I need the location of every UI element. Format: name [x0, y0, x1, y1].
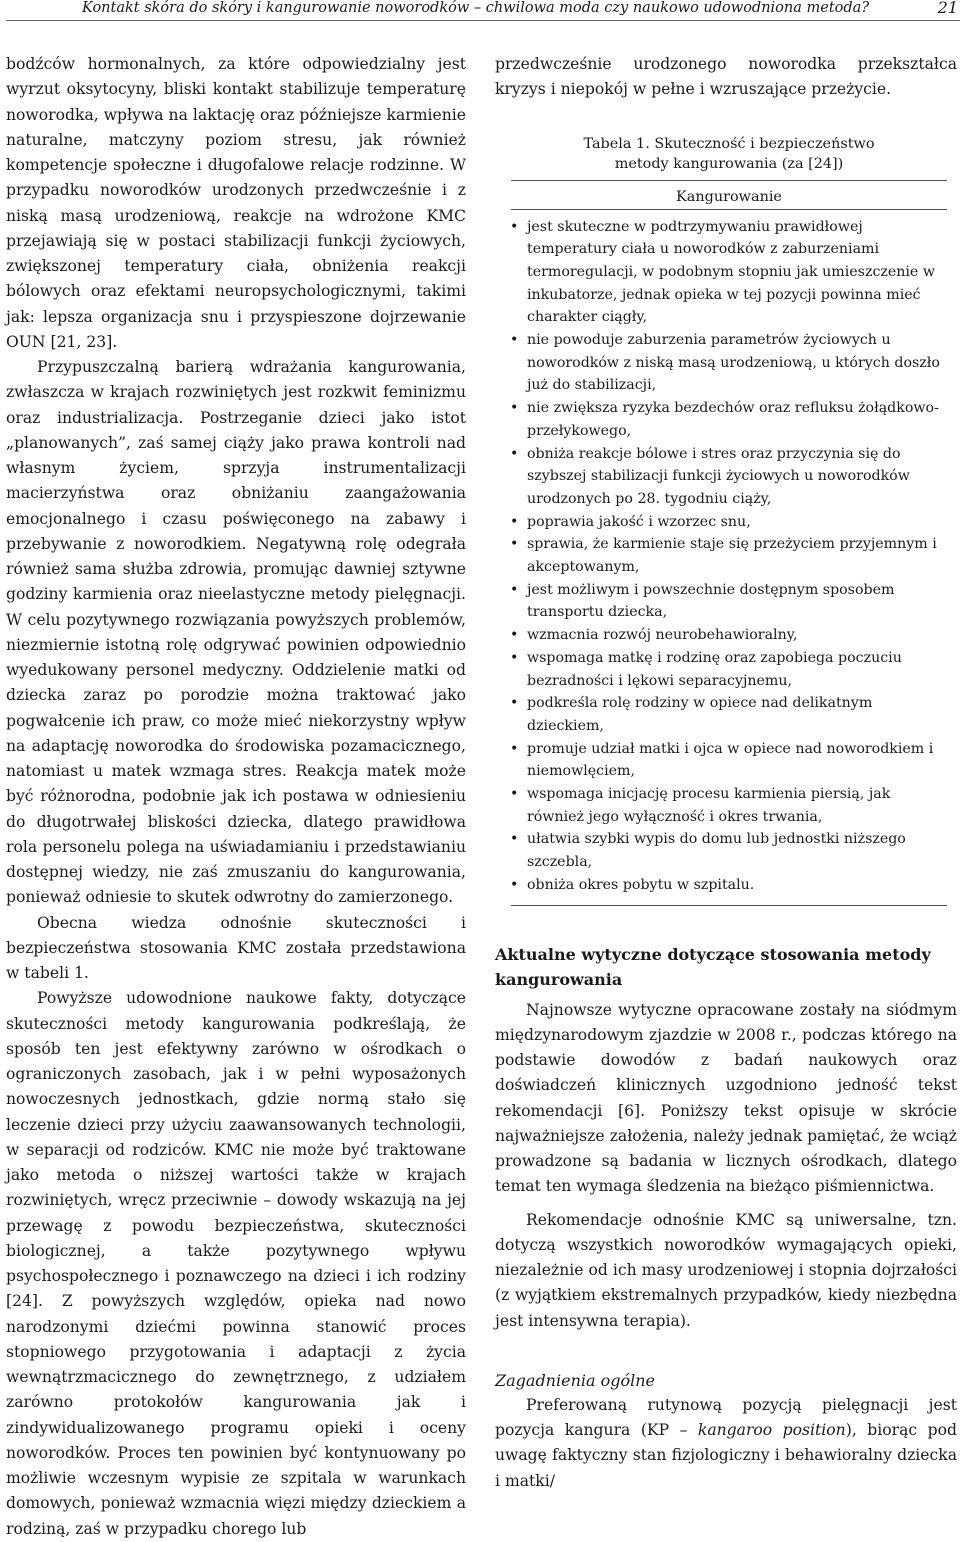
- table-list-item: • obniża reakcje bólowe i stres oraz przyczynia się do szybszej stabilizacji funkcji życiowych u noworodków urodzonych po 28. tygodniu ciąży,: [501, 443, 957, 511]
- table-header-rule: [511, 209, 947, 210]
- table-list-item: • wspomaga inicjację procesu karmienia piersią, jak również jego wyłączność i okres trwania,: [501, 783, 957, 828]
- table-list-item: • ułatwia szybki wypis do domu lub jednostki niższego szczebla,: [501, 828, 957, 873]
- header-rule: [6, 20, 960, 21]
- table-list-item: • nie zwiększa ryzyka bezdechów oraz refluksu żołądkowo-przełykowego,: [501, 397, 957, 442]
- table-list-item: • promuje udział matki i ojca w opiece nad noworodkiem i niemowlęciem,: [501, 738, 957, 783]
- body-paragraph: bodźców hormonalnych, za które odpowiedzialny jest wyrzut oksytocyny, bliski kontakt stabilizuje temperaturę noworodka, wpływa na laktację oraz późniejsze karmienie naturalne, matczyny poziom stresu, jak również kompetencje społeczne i długofalowe relacje rodzinne. W przypadku noworodków urodzonych przedwcześnie i z niską masą urodzeniową, reakcje na wdrożone KMC przejawiają się w postaci stabilizacji funkcji życiowych, zwiększonej temperatury ciała, obniżenia reakcji bólowych oraz efektami neuropsychologicznymi, takimi jak: lepsza organizacja snu i przyspieszone dojrzewanie OUN [21, 23].: [6, 55, 466, 351]
- right-column: [495, 52, 957, 1494]
- table-list-item: • nie powoduje zaburzenia parametrów życiowych u noworodków z niską masą urodzeniową, u których doszło już do stabilizacji,: [501, 329, 957, 397]
- text-run: ), biorąc pod uwagę faktyczny stan fizjologiczny i behawioralny dziecka i matki/: [495, 1421, 957, 1490]
- table-list-item: • wspomaga matkę i rodzinę oraz zapobiega poczuciu bezradności i lękowi separacyjnemu,: [501, 647, 957, 692]
- text-run-italic: kangaroo position: [697, 1421, 846, 1440]
- subheading: Zagadnienia ogólne: [495, 1370, 656, 1390]
- table-header: Kangurowanie: [676, 188, 782, 205]
- body-paragraph: Powyższe udowodnione naukowe fakty, dotyczące skuteczności metody kangurowania podkreślają, że sposób ten jest efektywny zarówno w ośrodkach o ograniczonych zasobach, jak i w pełni wyposażonych nowoczesnych jednostkach, gdzie normą stało się leczenie dzieci przy użyciu zaawansowanych technologii, w separacji od rodziców. KMC nie może być traktowane jako metoda o niższej wartości także w krajach rozwiniętych, wręcz przeciwnie – dowody wskazują na jej przewagę z powodu bezpieczeństwa, skuteczności biologicznej, a także pozytywnego wpływu psychospołecznego i poznawczego na dzieci i ich rodziny [24]. Z powyższych względów, opieka nad nowo narodzonymi dziećmi powinna stanowić proces stopniowego przygotowania i adaptacji z życia wewnątrzmacicznego do zewnętrznego, z udziałem zarówno protokołów kangurowania jak i zindywidualizowanego programu opieki i oceny noworodków. Proces ten powinien być kontynuowany po możliwie wczesnym wypisie ze szpitala w warunkach domowych, ponieważ wzmacnia więzi między dzieckiem a rodziną, zaś w przypadku chorego lub: [6, 989, 466, 1538]
- body-paragraph: Obecna wiedza odnośnie skuteczności i bezpieczeństwa stosowania KMC została przedstawiona w tabeli 1.: [6, 913, 466, 982]
- section-heading: Aktualne wytyczne dotyczące stosowania metody kangurowania: [495, 944, 931, 989]
- table-caption-line: Tabela 1. Skuteczność i bezpieczeństwo: [583, 135, 875, 152]
- text-run: Preferowaną rutynową pozycją pielęgnacji jest pozycja kangura (KP –: [495, 1395, 957, 1440]
- table-bottom-rule: [511, 905, 947, 906]
- table-1: [501, 134, 957, 906]
- table-list-item: • wzmacnia rozwój neurobehawioralny,: [501, 624, 957, 647]
- table-list-item: • obniża okres pobytu w szpitalu.: [501, 874, 957, 897]
- left-column: [6, 52, 466, 1542]
- body-paragraph: Najnowsze wytyczne opracowane zostały na siódmym międzynarodowym zjazdzie w 2008 r., podczas którego na podstawie dowodów z badań naukowych oraz doświadczeń klinicznych uzgodniono jedność tekst rekomendacji [6]. Poniższy tekst opisuje w skrócie najważniejsze założenia, należy jednak pamiętać, że wciąż prowadzone są badania w licznych ośrodkach, dlatego temat ten wymaga śledzenia na bieżąco piśmiennictwa.: [495, 1000, 957, 1196]
- table-top-rule: [511, 180, 947, 181]
- running-title: Kontakt skóra do skóry i kangurowanie noworodków – chwilowa moda czy naukowo udowodniona metoda?: [82, 0, 870, 16]
- page-number: 21: [937, 0, 958, 17]
- table-list-item: • jest skuteczne w podtrzymywaniu prawidłowej temperatury ciała u noworodków z zaburzeniami termoregulacji, w podobnym stopniu jak umieszczenie w inkubatorze, jednak opieka w tej pozycji powinna mieć charakter ciągły,: [501, 216, 957, 330]
- table-list: [501, 216, 957, 897]
- running-header: [82, 0, 960, 20]
- body-paragraph: Rekomendacje odnośnie KMC są uniwersalne, tzn. dotyczą wszystkich noworodków wymagających opieki, niezależnie od ich masy urodzeniowej i stopnia dojrzałości (z wyjątkiem ekstremalnych przypadków, kiedy niezbędna jest intensywna terapia).: [495, 1210, 957, 1330]
- table-list-item: • jest możliwym i powszechnie dostępnym sposobem transportu dziecka,: [501, 579, 957, 624]
- table-list-item: • poprawia jakość i wzorzec snu,: [501, 511, 957, 534]
- body-paragraph: przedwcześnie urodzonego noworodka przekształca kryzys i niepokój w pełne i wzruszające przeżycie.: [495, 55, 957, 99]
- table-list-item: • podkreśla rolę rodziny w opiece nad delikatnym dzieckiem,: [501, 692, 957, 737]
- body-paragraph: Przypuszczalną barierą wdrażania kangurowania, zwłaszcza w krajach rozwiniętych jest rozkwit feminizmu oraz industrializacja. Postrzeganie dzieci jako istot „planowanych”, zaś samej ciąży jako prawa kontroli nad własnym życiem, sprzyja instrumentalizacji macierzyństwa oraz obniżaniu zaangażowania emocjonalnego i czasu poświęconego na zabawy i przebywanie z noworodkiem. Negatywną rolę odegrała również sama służba zdrowia, promując dawniej sztywne godziny karmienia oraz nieelastyczne metody pielęgnacji. W celu pozytywnego rozwiązania powyższych problemów, niezmiernie istotną rolę odgrywać powinien odpowiednio wyedukowany personel medyczny. Oddzielenie matki od dziecka zaraz po porodzie można traktować jako pogwałcenie ich praw, co może mieć niekorzystny wpływ na adaptację noworodka do środowiska pozamacicznego, natomiast u matek wzmaga stres. Reakcja matek może być różnorodna, podobnie jak ich postawa w odniesieniu do długotrwałej bliskości dziecka, dlatego prawidłowa rola personelu polega na uświadamianiu i przedstawianiu dostępnej wiedzy, nie zaś zmuszaniu do kangurowania, ponieważ odniesie to skutek odwrotny do zamierzonego.: [6, 358, 466, 907]
- table-list-item: • sprawia, że karmienie staje się przeżyciem przyjemnym i akceptowanym,: [501, 533, 957, 578]
- table-caption: [501, 134, 957, 174]
- body-paragraph: [495, 1393, 957, 1494]
- table-caption-line: metody kangurowania (za [24]): [614, 155, 844, 172]
